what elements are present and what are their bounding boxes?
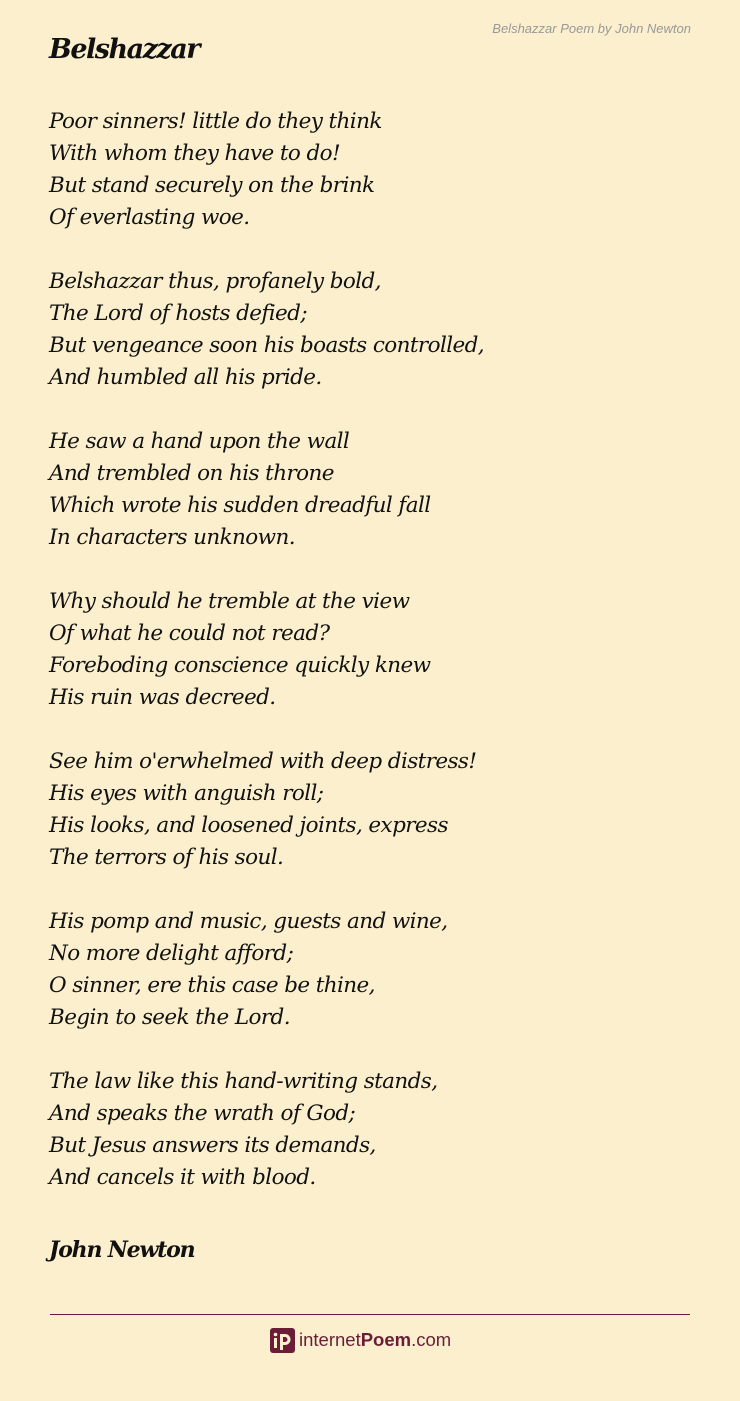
poem-line: The law like this hand-writing stands,: [49, 1069, 438, 1094]
poem-line: And trembled on his throne: [49, 461, 334, 486]
poem-line: Begin to seek the Lord.: [49, 1005, 290, 1030]
poem-line: But stand securely on the brink: [49, 173, 375, 198]
brand-strong: Poem: [360, 1329, 412, 1350]
poem-author: John Newton: [49, 1237, 195, 1263]
site-brand-link[interactable]: [270, 1327, 451, 1353]
brand-wordmark: [299, 1329, 451, 1351]
poem-line: He saw a hand upon the wall: [49, 429, 350, 454]
poem-line: O sinner, ere this case be thine,: [49, 973, 375, 998]
ip-logo-icon: [270, 1328, 295, 1353]
poem-line: Of what he could not read?: [49, 621, 330, 646]
stanza: [49, 746, 689, 874]
poem-line: In characters unknown.: [49, 525, 295, 550]
stanza: [49, 426, 689, 554]
poem-line: Which wrote his sudden dreadful fall: [49, 493, 431, 518]
brand-prefix: internet: [299, 1329, 361, 1350]
poem-body: [49, 106, 689, 1226]
poem-line: His eyes with anguish roll;: [49, 781, 324, 806]
poem-line: Poor sinners! little do they think: [49, 109, 382, 134]
poem-title: Belshazzar: [49, 34, 199, 65]
poem-line: But vengeance soon his boasts controlled,: [49, 333, 485, 358]
stanza: [49, 906, 689, 1034]
poem-line: And humbled all his pride.: [49, 365, 322, 390]
stanza: [49, 106, 689, 234]
poem-line: His pomp and music, guests and wine,: [49, 909, 448, 934]
stanza: [49, 1066, 689, 1194]
stanza: [49, 586, 689, 714]
poem-line: But Jesus answers its demands,: [49, 1133, 376, 1158]
poem-line: No more delight afford;: [49, 941, 294, 966]
stanza: [49, 266, 689, 394]
poem-line: See him o'erwhelmed with deep distress!: [49, 749, 477, 774]
poem-line: Of everlasting woe.: [49, 205, 250, 230]
poem-line: Foreboding conscience quickly knew: [49, 653, 431, 678]
poem-line: Why should he tremble at the view: [49, 589, 410, 614]
poem-line: And speaks the wrath of God;: [49, 1101, 356, 1126]
poem-line: His looks, and loosened joints, express: [49, 813, 448, 838]
poem-line: Belshazzar thus, profanely bold,: [49, 269, 381, 294]
poem-line: The Lord of hosts defied;: [49, 301, 307, 326]
poem-line: With whom they have to do!: [49, 141, 341, 166]
poem-line: The terrors of his soul.: [49, 845, 284, 870]
poem-source-note: Belshazzar Poem by John Newton: [492, 21, 691, 36]
footer-divider: [50, 1314, 690, 1315]
poem-line: His ruin was decreed.: [49, 685, 276, 710]
brand-suffix: .com: [411, 1329, 452, 1350]
poem-line: And cancels it with blood.: [49, 1165, 316, 1190]
